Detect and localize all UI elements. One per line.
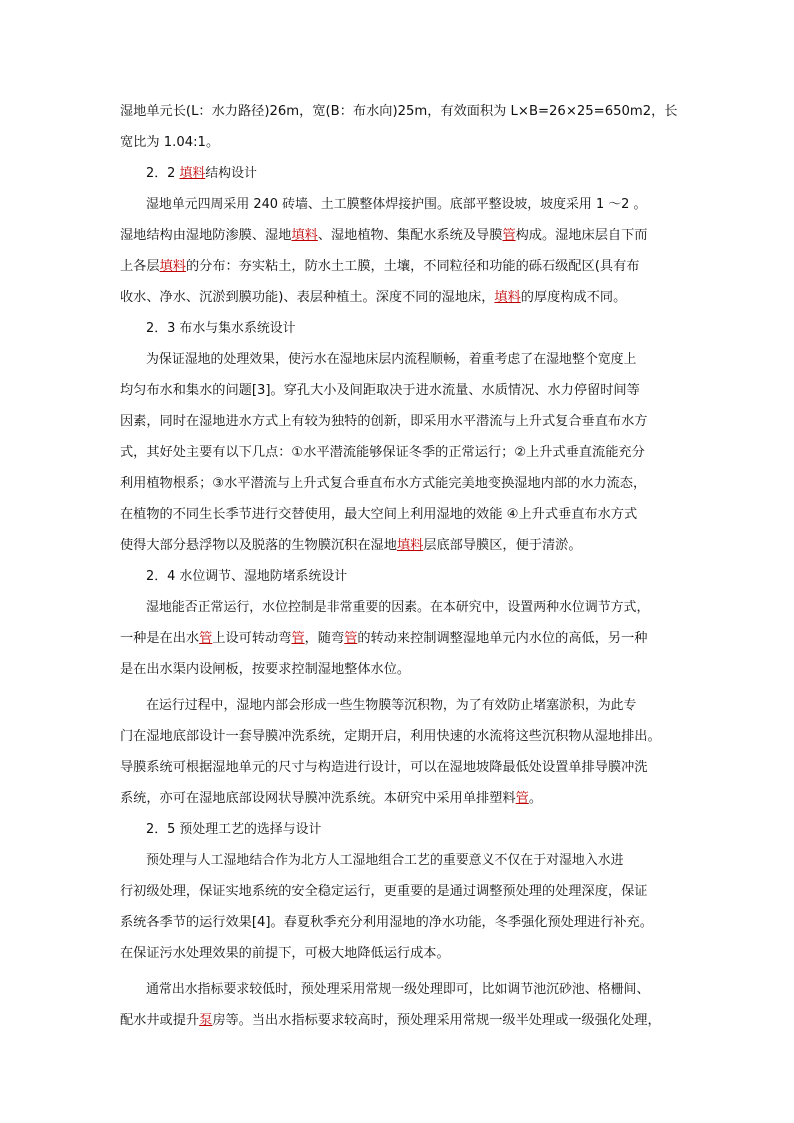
paragraph-line: 均匀布水和集水的问题[3]。穿孔大小及间距取决于进水流量、水质情况、水力停留时间等: [120, 383, 640, 398]
paragraph-line: 湿地结构由湿地防渗膜、湿地填料、湿地植物、集配水系统及导膜管构成。湿地床层自下而: [120, 228, 648, 243]
paragraph-line: 门在湿地底部设计一套导膜冲洗系统，定期开启，利用快速的水流将这些沉积物从湿地排出。: [120, 729, 661, 744]
keyword-link[interactable]: 管: [502, 228, 516, 243]
paragraph-line: 宽比为 1.04:1。: [120, 135, 220, 150]
paragraph-line: 式，其好处主要有以下几点：①水平潜流能够保证冬季的正常运行；②上升式垂直流能充分: [120, 445, 645, 460]
paragraph-line: 系统，亦可在湿地底部设网状导膜冲洗系统。本研究中采用单排塑料管。: [120, 791, 542, 806]
keyword-link[interactable]: 填料: [494, 290, 521, 305]
paragraph-line: 湿地能否正常运行，水位控制是非常重要的因素。在本研究中，设置两种水位调节方式，: [146, 600, 650, 615]
paragraph-line: 配水井或提升泵房等。当出水指标要求较高时，预处理采用常规一级半处理或一级强化处理，: [120, 1013, 661, 1028]
paragraph-line: 上各层填料的分布：夯实粘土，防水土工膜，土壤，不同粒径和功能的砾石级配区(具有布: [120, 259, 640, 274]
paragraph-line: 系统各季节的运行效果[4]。春夏秋季充分利用湿地的净水功能，冬季强化预处理进行补充。: [120, 915, 653, 930]
paragraph-line: 通常出水指标要求较低时，预处理采用常规一级处理即可，比如调节池沉砂池、格栅间、: [146, 982, 650, 997]
paragraph-line: 在运行过程中，湿地内部会形成一些生物膜等沉积物，为了有效防止堵塞淤积，为此专: [146, 698, 637, 713]
paragraph-line: 为保证湿地的处理效果，使污水在湿地床层内流程顺畅，着重考虑了在湿地整个宽度上: [146, 352, 637, 367]
keyword-link[interactable]: 填料: [159, 259, 186, 274]
keyword-link[interactable]: 填料: [396, 538, 424, 553]
paragraph-line: 在植物的不同生长季节进行交替使用，最大空间上利用湿地的效能 ④上升式垂直布水方式: [120, 507, 638, 522]
keyword-link[interactable]: 管: [199, 631, 213, 646]
paragraph-line: 预处理与人工湿地结合作为北方人工湿地组合工艺的重要意义不仅在于对湿地入水进: [146, 853, 624, 868]
paragraph-line: 一种是在出水管上设可转动弯管，随弯管的转动来控制调整湿地单元内水位的高低，另一种: [120, 631, 648, 646]
section-heading: 2．4 水位调节、湿地防堵系统设计: [146, 569, 348, 584]
paragraph-line: 湿地单元长(L：水力路径)26m，宽(B：布水向)25m，有效面积为 L×B=26×25=650m2，长: [120, 104, 678, 119]
paragraph-line: 因素，同时在湿地进水方式上有较为独特的创新，即采用水平潜流与上升式复合垂直布水方: [120, 414, 648, 429]
keyword-link[interactable]: 管: [344, 631, 358, 646]
keyword-link[interactable]: 管: [515, 791, 529, 806]
paragraph-line: 使得大部分悬浮物以及脱落的生物膜沉积在湿地填料层底部导膜区，便于清淤。: [120, 538, 582, 553]
paragraph-line: 是在出水渠内设闸板，按要求控制湿地整体水位。: [120, 662, 411, 677]
paragraph-line: 导膜系统可根据湿地单元的尺寸与构造进行设计，可以在湿地坡降最低处设置单排导膜冲洗: [120, 760, 648, 775]
paragraph-line: 收水、净水、沉淤到膜功能)、表层种植土。深度不同的湿地床，填料的厚度构成不同。: [120, 290, 627, 305]
keyword-link[interactable]: 管: [291, 631, 305, 646]
section-heading: 2．3 布水与集水系统设计: [146, 321, 296, 336]
keyword-link[interactable]: 泵: [199, 1013, 213, 1028]
section-heading: 2．5 预处理工艺的选择与设计: [146, 822, 322, 837]
keyword-link[interactable]: 填料: [179, 166, 206, 181]
paragraph-line: 在保证污水处理效果的前提下，可极大地降低运行成本。: [120, 946, 450, 961]
paragraph-line: 利用植物根系；③水平潜流与上升式复合垂直布水方式能完美地变换湿地内部的水力流态，: [120, 476, 647, 491]
paragraph-line: 行初级处理，保证实地系统的安全稳定运行，更重要的是通过调整预处理的处理深度，保证: [120, 884, 648, 899]
paragraph-line: 湿地单元四周采用 240 砖墙、土工膜整体焊接护围。底部平整设坡，坡度采用 1 ～2 。: [146, 197, 647, 212]
section-heading: 2．2 填料结构设计: [146, 166, 257, 181]
keyword-link[interactable]: 填料: [291, 228, 318, 243]
